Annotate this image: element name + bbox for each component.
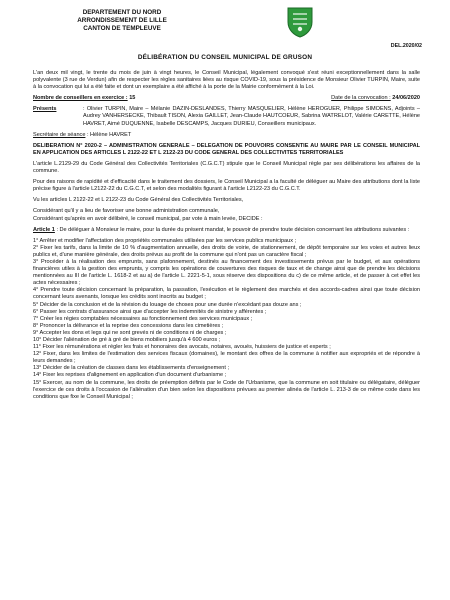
list-item: 8° Prononcer la délivrance et la reprise des concessions dans les cimetières ;: [33, 322, 224, 329]
attendees-label: Présents: [33, 106, 57, 113]
list-item: 15° Exercer, au nom de la commune, les droits de préemption définis par le Code de l'Urbanisme, que la commune en soit titulaire ou délégataire, déléguer l'exercice de ces droits à l'occasion de l'aliénation d'un bien selon les dispositions prévues au premier alinéa de l'article L. 213-3 de ce même code dans les conditions que fixe le Conseil Municipal ;: [33, 379, 420, 400]
list-item: 4° Prendre toute décision concernant la préparation, la passation, l'exécution et le règlement des marchés et des accords-cadres ainsi que toute décision concernant leurs avenants, lorsque les crédits sont inscrits au budget ;: [33, 287, 420, 301]
coat-of-arms-icon: [286, 6, 314, 38]
deliberation-heading: DELIBERATION N° 2020-2 – ADMINISTRATION GENERALE – DELEGATION DE POUVOIRS CONSENTIE AU MAIRE PAR LE CONSEIL MUNICIPAL EN APPLICATION DES ARTICLES L 2122-22 ET L 2122-23 DU CODE GENERAL DES COLLECTIVITES TERRITORIALES: [33, 142, 420, 156]
paragraph-2: Pour des raisons de rapidité et d'efficacité dans le traitement des dossiers, le Conseil Municipal a la faculté de déléguer au Maire des attributions dont la liste précise figure à l'article L2122-22 du C.G.C.T, et selon des modalités figurant à l'article L2122-23 du C.G.C.T.: [33, 179, 420, 193]
paragraph-3: Vu les articles L 2122-22 et L 2122-23 du Code Général des Collectivités Territoriales,: [33, 197, 244, 204]
list-item: 13° Décider de la création de classes dans les établissements d'enseignement ;: [33, 365, 229, 372]
date-label: Date de la convocation :: [331, 95, 391, 102]
convocation-date: [331, 95, 420, 102]
list-item: 14° Fixer les reprises d'alignement en application d'un document d'urbanisme ;: [33, 372, 227, 379]
list-item: 11° Fixer les rémunérations et régler les frais et honoraires des avocats, notaires, avoués, huissiers de justice et experts ;: [33, 344, 331, 351]
article-1-label: Article 1: [33, 226, 55, 233]
list-item: 3° Procéder à la réalisation des emprunts, sans plafonnement, destinés au financement des investissements prévus par le budget, et aux opérations financières utiles à la gestion des emprunts, y compris les opérations de couvertures des risques de taux et de change ainsi que de prendre les décisions mentionnées au III de l'article L. 1618-2 et au a) de l'article L. 2221-5-1, sous réserve des dispositions du c) de ce même article, et de passer à cet effet les actes nécessaires ;: [33, 258, 420, 287]
letterhead: [52, 9, 192, 33]
paragraph-1: L'article L.2129-29 du Code Général des Collectivités Territoriales (C.G.C.T) stipule que le Conseil Municipal règle par ses délibérations les affaires de la commune.: [33, 160, 420, 175]
intro-paragraph: L'an deux mil vingt, le trente du mois de juin à vingt heures, le Conseil Municipal, légalement convoqué s'est réuni exceptionnellement dans la salle polyvalente (3 rue de Verdun) afin de respecter les règles sanitaires liées au risque COVID-19, sous la présidence de Monsieur Olivier TURPIN, Maire, suite à la convocation qui lui a été faite et dont un exemplaire a été affiché à la porte de la Mairie conformément à la Loi.: [33, 70, 420, 91]
department-name: DEPARTEMENT DU NORD: [82, 9, 162, 16]
members-count: [33, 95, 135, 102]
page-title: DÉLIBÉRATION DU CONSEIL MUNICIPAL DE GRUSON: [137, 54, 313, 61]
list-item: 9° Accepter les dons et legs qui ne sont grevés ni de conditions ni de charges ;: [33, 329, 227, 336]
canton-name: CANTON DE TEMPLEUVE: [83, 25, 161, 32]
paragraph-4: Considérant qu'il y a lieu de favoriser une bonne administration communale, Considérant qu'après en avoir délibéré, le conseil municipal, par vote à main levée, DECIDE :: [33, 208, 263, 222]
list-item: 1° Arrêter et modifier l'affectation des propriétés communales utilisées par les services publics municipaux ;: [33, 237, 297, 244]
secretary: [33, 132, 420, 139]
date-value: 24/06/2020: [392, 95, 420, 102]
article-1: [33, 227, 420, 234]
session-stats: [33, 95, 420, 102]
members-label: Nombre de conseillers en exercice :: [33, 95, 128, 102]
attendees: [33, 106, 420, 127]
list-item: 12° Fixer, dans les limites de l'estimation des services fiscaux (domaines), le montant des offres de la commune à notifier aux expropriés et de répondre à leurs demandes ;: [33, 351, 420, 365]
list-item: 10° Décider l'aliénation de gré à gré de biens mobiliers jusqu'à 4 600 euros ;: [33, 337, 221, 343]
arrondissement-name: ARRONDISSEMENT DE LILLE: [77, 17, 167, 24]
secretary-label: Secrétaire de séance: [33, 131, 86, 138]
list-item: 6° Passer les contrats d'assurance ainsi que d'accepter les indemnités de sinistre y afférentes ;: [33, 308, 267, 315]
delegation-list: [33, 238, 420, 401]
attendees-list: : Olivier TURPIN, Maire – Mélanie DAZIN-DESLANDES, Thierry MASQUELIER, Hélène HEROGUER, Philippe SIMOENS, Adjoints – Audrey VANHERSECKE, Thibault TISON, Alexia GAILLET, Jean-Claude HAUTCOEUR, Sabrina WATRELOT, Valérie CARETTE, Hélène HAVRET, Aimé DUQUENNE, Isabelle DESCAMPS, Jacques DURIEU, Conseillers municipaux.: [83, 106, 420, 127]
secretary-name: : Hélène HAVRET: [86, 131, 132, 138]
list-item: 2° Fixer les tarifs, dans la limite de 10 % d'augmentation annuelle, des droits de voirie, de stationnement, de dépôt temporaire sur les voies et autres lieux publics et, d'une manière générale, des droits prévus au profit de la commune qui n'ont pas un caractère fiscal ;: [33, 244, 420, 258]
deliberation-reference: DEL.2020/02: [390, 43, 422, 49]
list-item: 7° Créer les régies comptables nécessaires au fonctionnement des services municipaux ;: [33, 315, 253, 322]
document-body: [33, 70, 420, 401]
members-value: 15: [129, 95, 136, 102]
article-1-text: : De déléguer à Monsieur le maire, pour la durée du présent mandat, le pouvoir de prendre toute décision concernant les attributions suivantes :: [56, 226, 410, 233]
list-item: 5° Décider de la conclusion et de la révision du louage de choses pour une durée n'excédant pas douze ans ;: [33, 301, 302, 308]
